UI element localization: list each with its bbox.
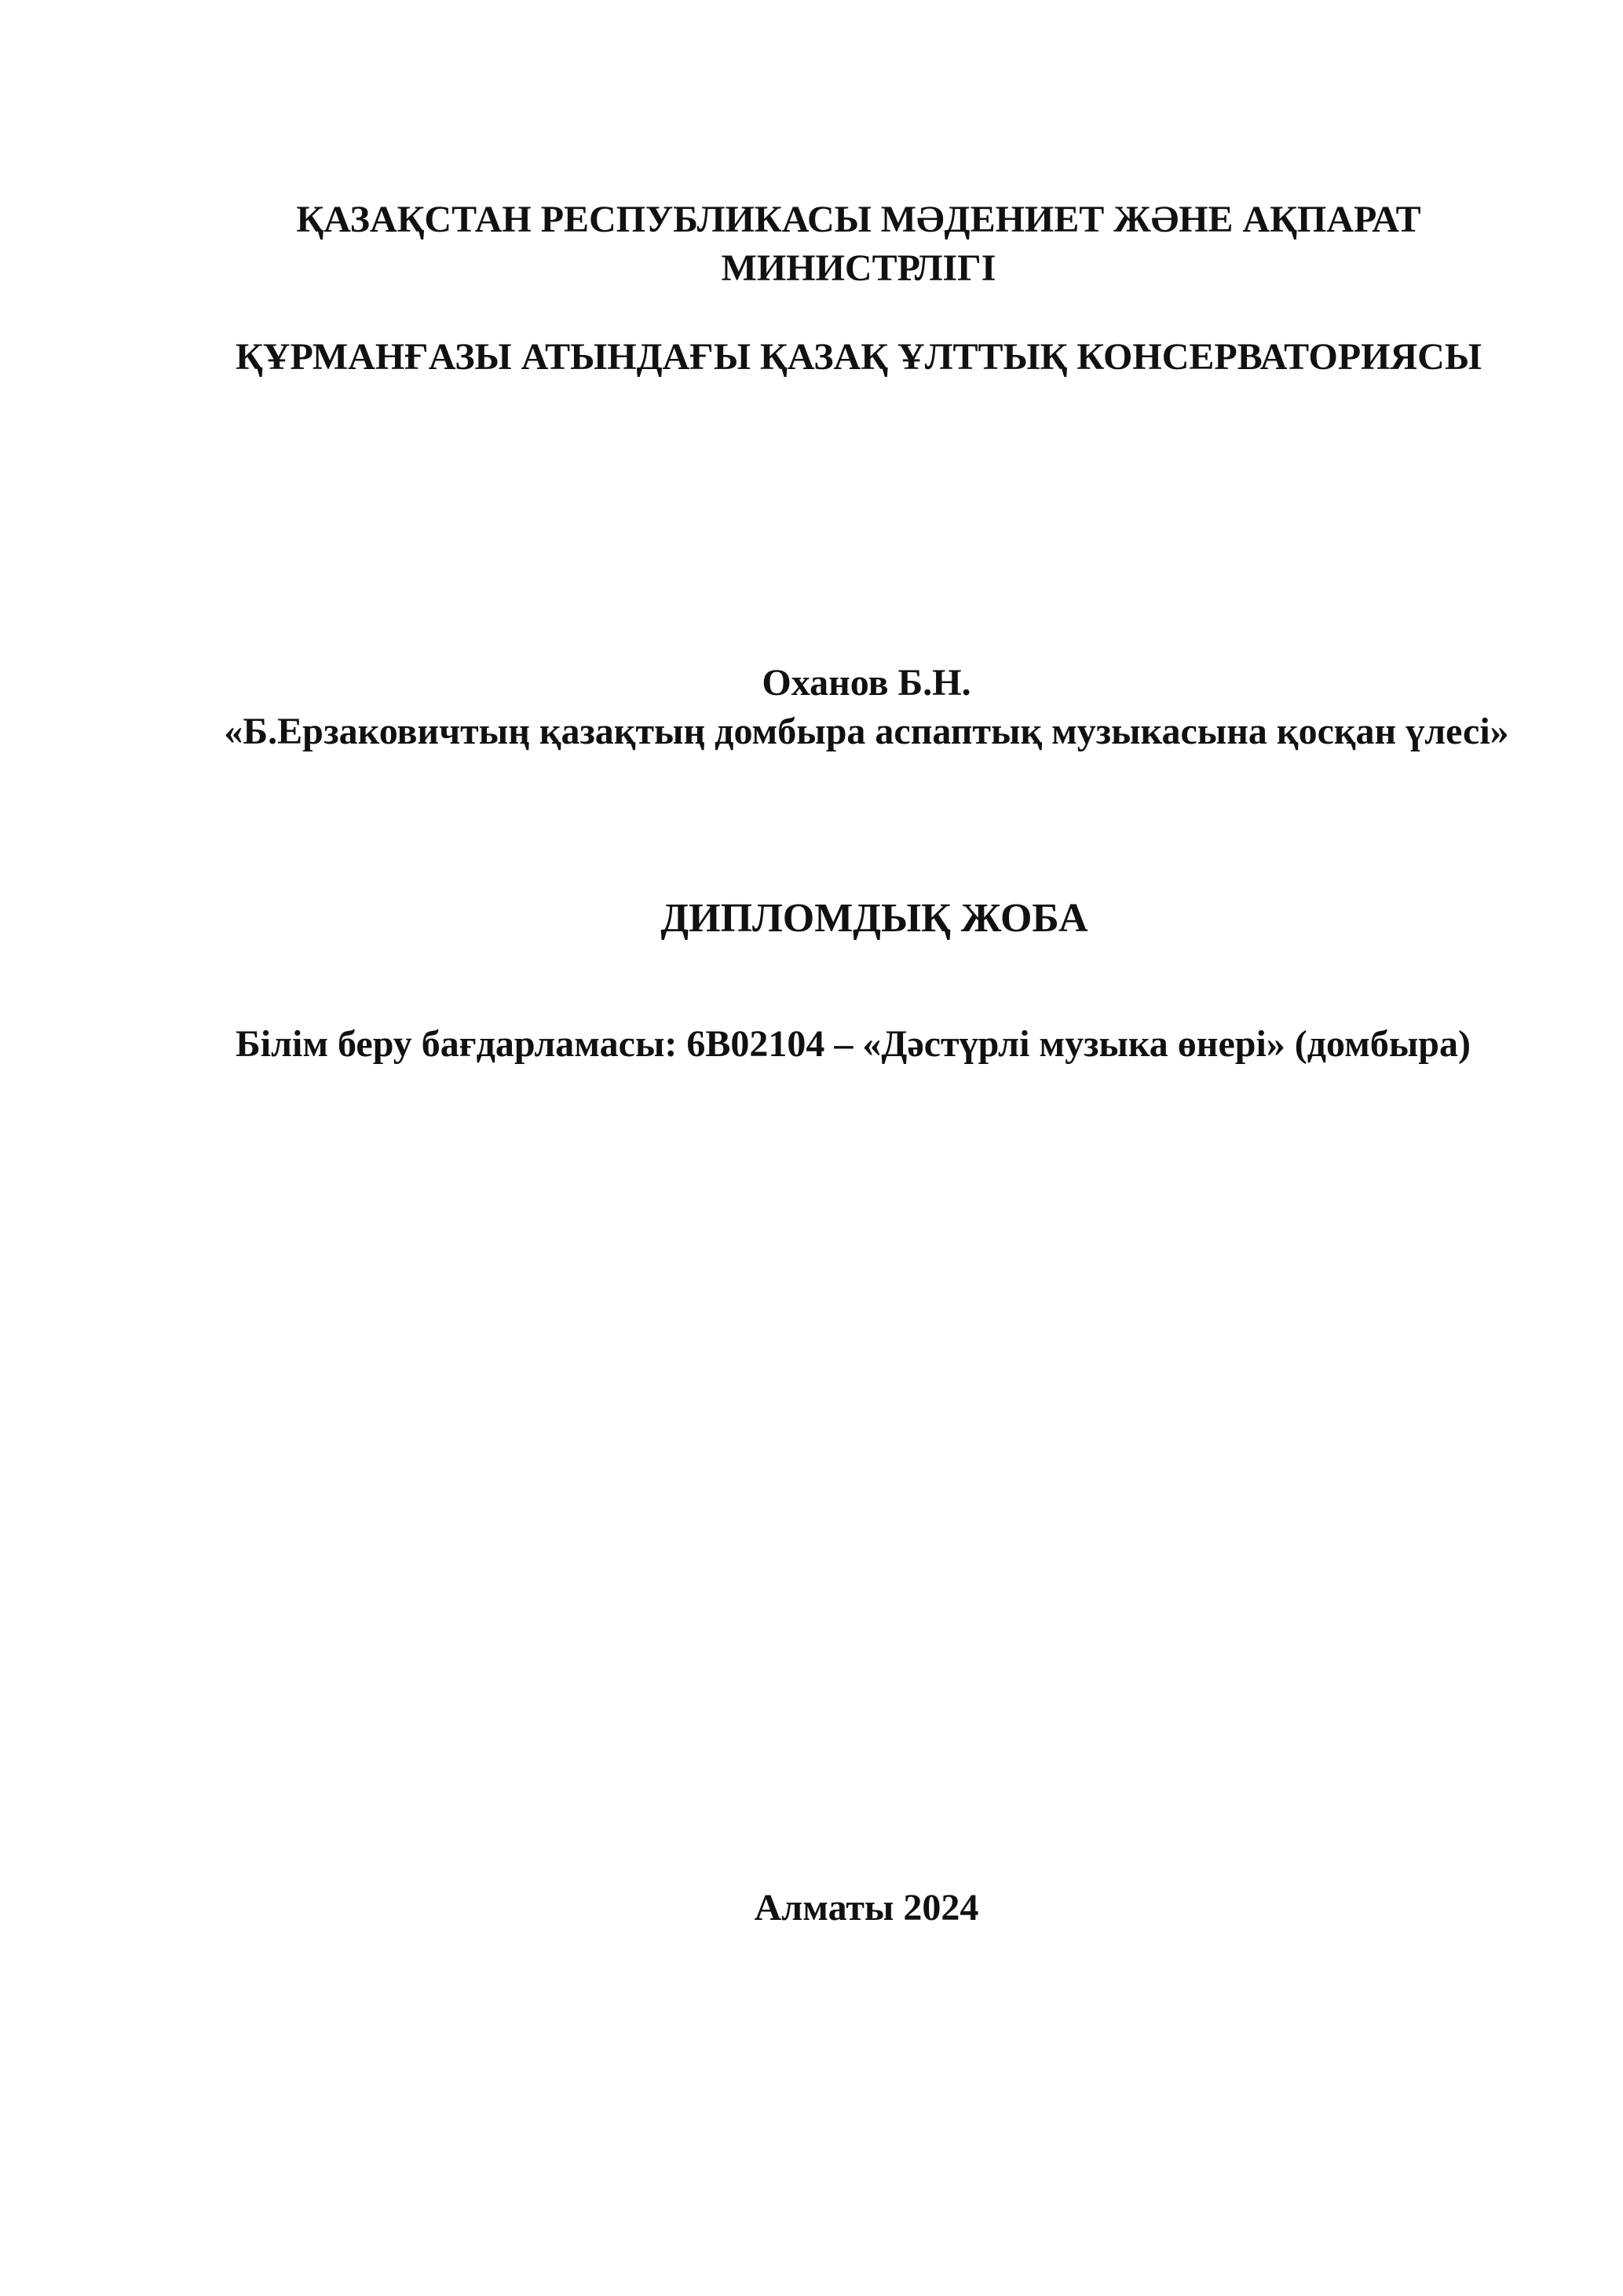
education-program: Білім беру бағдарламасы: 6В02104 – «Дәстүрлі музыка өнері» (домбыра) [236, 1023, 1471, 1065]
document-type-label: ДИПЛОМДЫҚ ЖОБА [660, 896, 1088, 941]
conservatory-name: ҚҰРМАНҒАЗЫ АТЫНДАҒЫ ҚАЗАҚ ҰЛТТЫҚ КОНСЕРВАТОРИЯСЫ [236, 336, 1482, 378]
city-year: Алматы 2024 [754, 1887, 979, 1929]
ministry-title-line-1: ҚАЗАҚСТАН РЕСПУБЛИКАСЫ МӘДЕНИЕТ ЖӘНЕ АҚПАРАТ [296, 199, 1421, 240]
work-title: «Б.Ерзаковичтың қазақтың домбыра аспаптық музыкасына қосқан үлесі» [224, 711, 1509, 752]
author-name: Оханов Б.Н. [762, 662, 971, 704]
ministry-title-line-2: МИНИСТРЛІГІ [721, 247, 996, 289]
document-type [63, 895, 1623, 942]
